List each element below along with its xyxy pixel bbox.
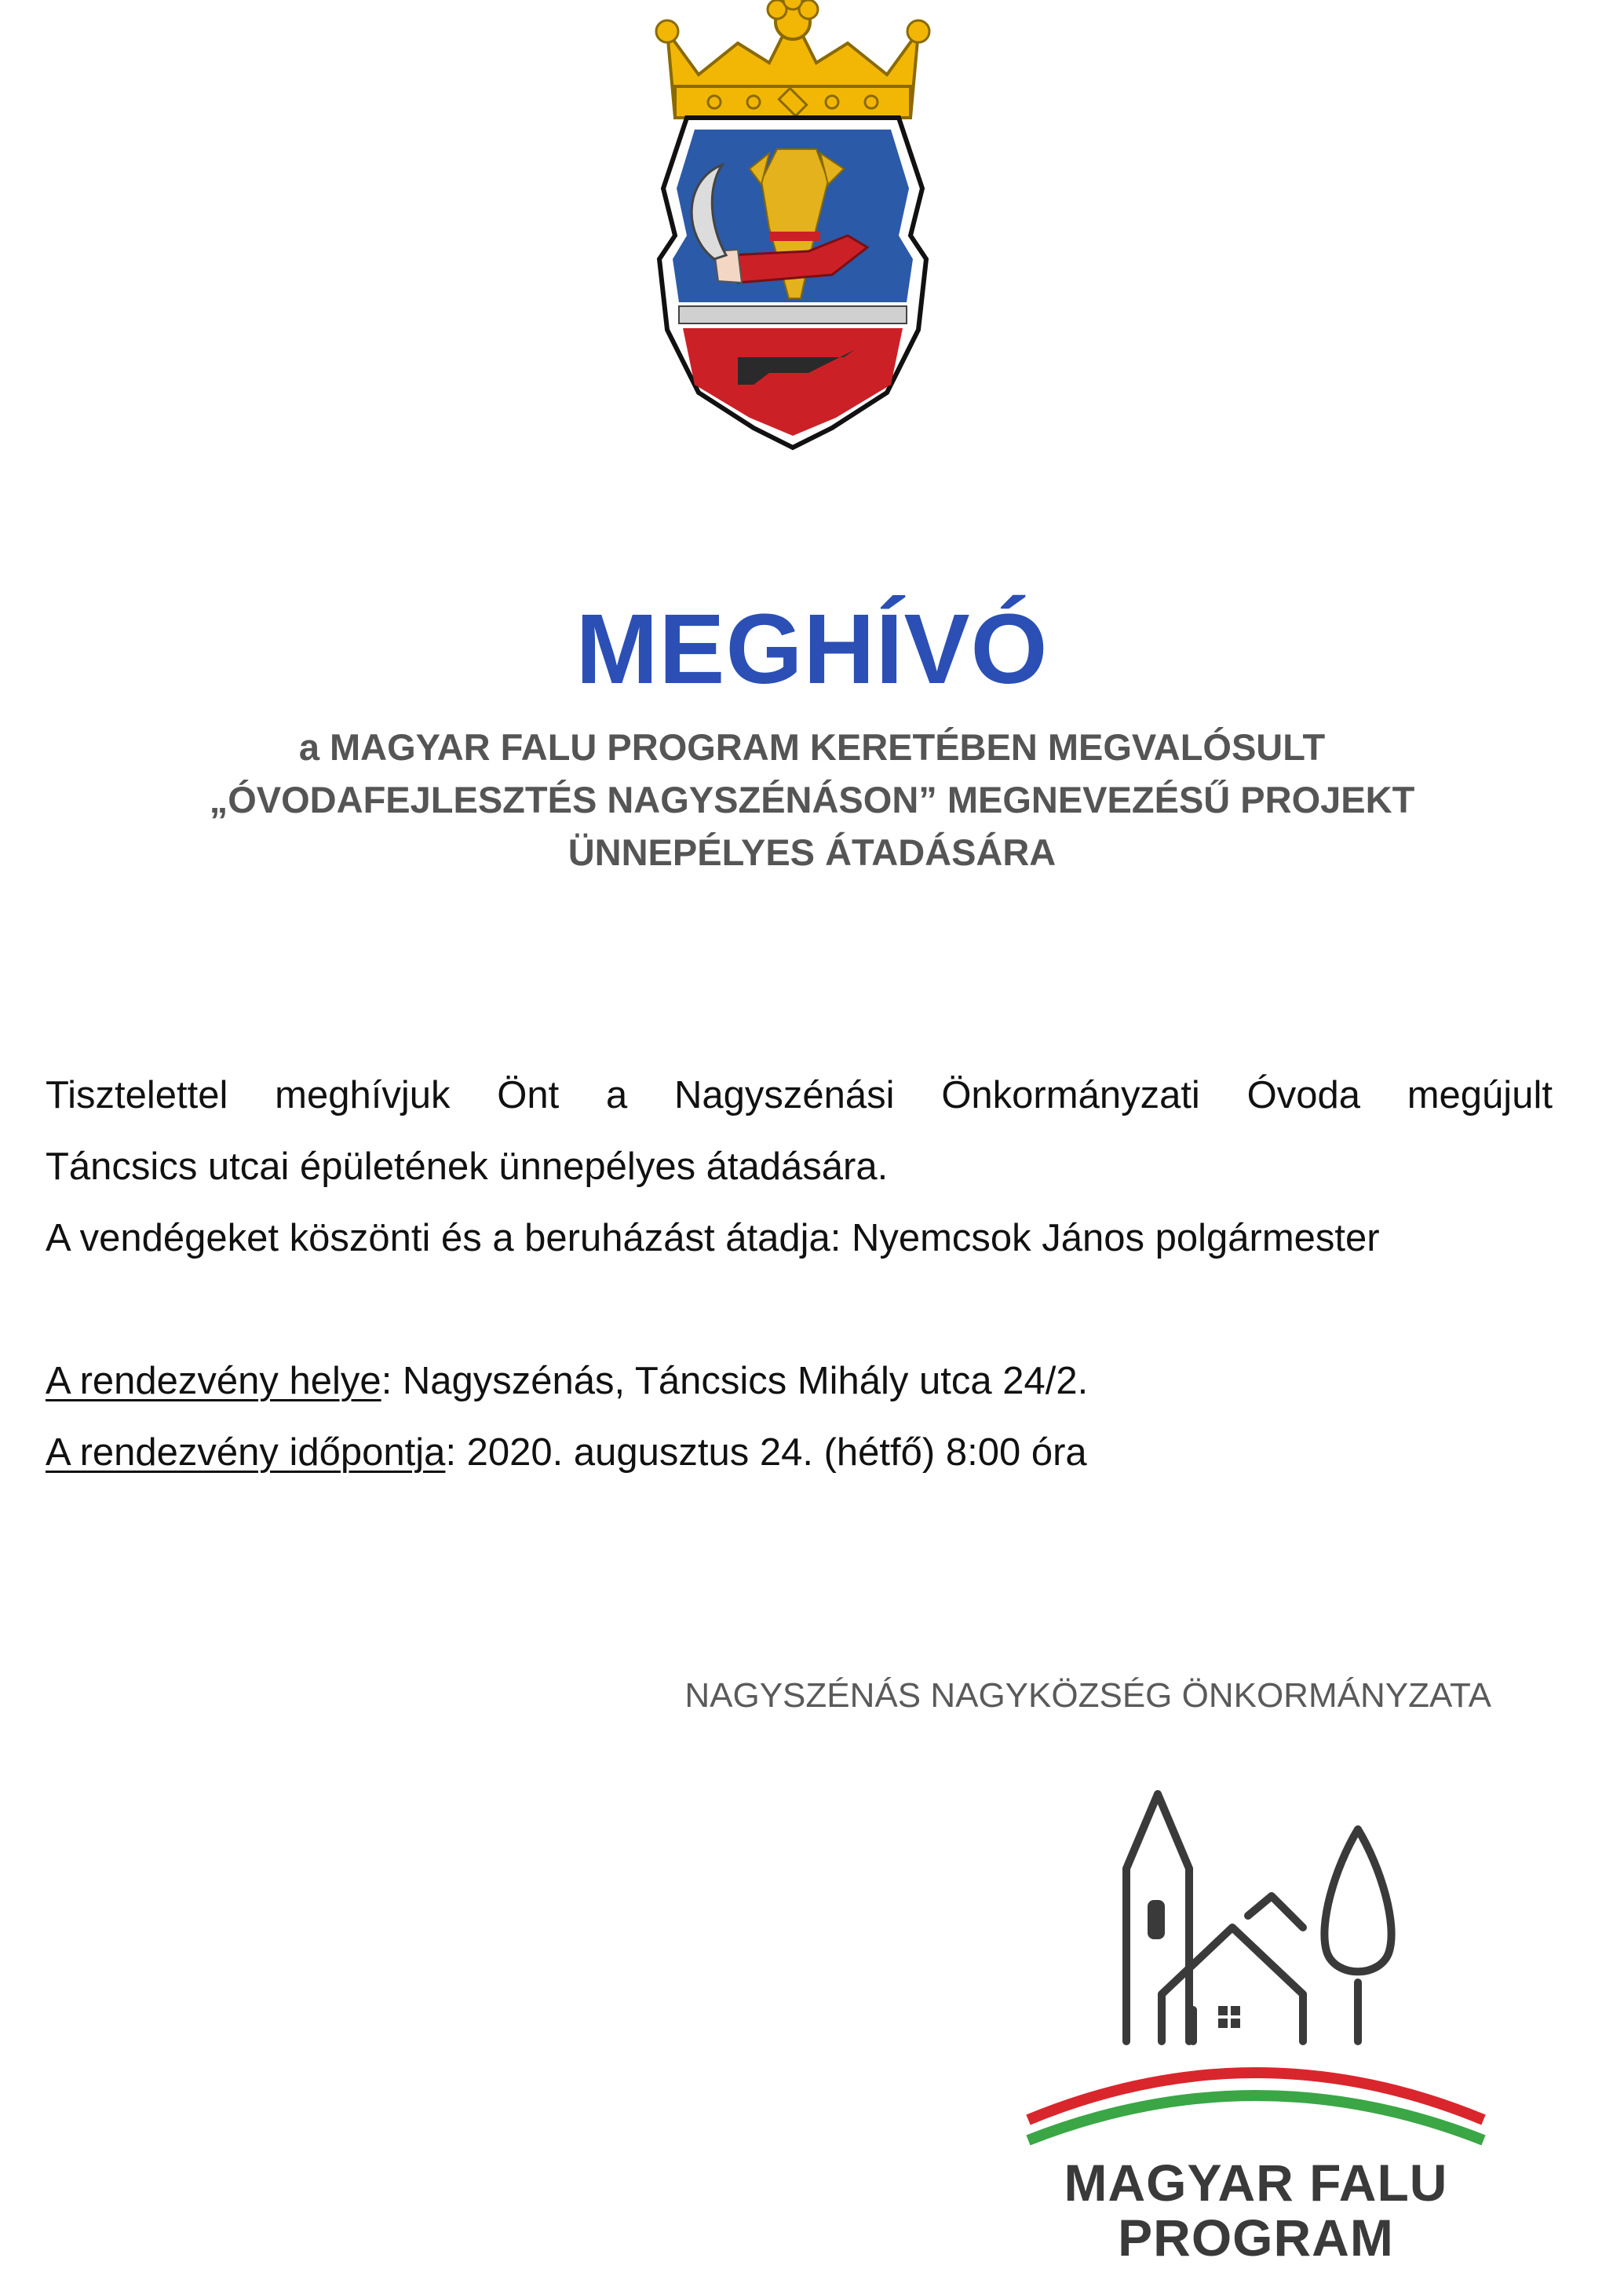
word: Óvoda xyxy=(1246,1074,1360,1116)
paragraph-line-3: A vendégeket köszönti és a beruházást átadja: Nyemcsok János polgármester xyxy=(46,1217,1380,1259)
village-church-house-tree-icon xyxy=(1013,1782,1499,2159)
time-line xyxy=(46,1417,1553,1489)
word: Önkormányzati xyxy=(941,1074,1200,1116)
subtitle-line: a MAGYAR FALU PROGRAM KERETÉBEN MEGVALÓSULT xyxy=(298,726,1326,768)
flag-arc-green xyxy=(1028,2095,1483,2140)
subtitle-line: „ÓVODAFEJLESZTÉS NAGYSZÉNÁSON” MEGNEVEZÉSŰ PROJEKT xyxy=(209,779,1415,820)
word: Nagyszénási xyxy=(674,1074,895,1116)
paragraph-line-2: Táncsics utcai épületének ünnepélyes átadására. xyxy=(46,1145,889,1188)
paragraph-line-1 xyxy=(46,1060,1553,1131)
subtitle-line: ÜNNEPÉLYES ÁTADÁSÁRA xyxy=(567,831,1057,873)
crown-icon xyxy=(656,0,929,118)
word: megújult xyxy=(1407,1074,1553,1116)
subtitle-block xyxy=(78,721,1546,879)
venue-line xyxy=(46,1346,1553,1417)
time-value: : 2020. augusztus 24. (hétfő) 8:00 óra xyxy=(445,1431,1087,1474)
page-title: MEGHÍVÓ xyxy=(575,594,1049,704)
time-label: A rendezvény időpontja xyxy=(46,1431,446,1474)
program-logo-line: MAGYAR FALU xyxy=(1064,2154,1448,2212)
spacer xyxy=(46,1274,1553,1346)
shield-icon xyxy=(659,118,926,448)
word: Tisztelettel xyxy=(46,1074,228,1116)
venue-label: A rendezvény helye xyxy=(46,1360,381,1402)
invitation-body xyxy=(46,1060,1553,1489)
organization-name: NAGYSZÉNÁS NAGYKÖZSÉG ÖNKORMÁNYZATA xyxy=(684,1676,1491,1715)
program-logo-line: PROGRAM xyxy=(1118,2209,1394,2267)
word: meghívjuk xyxy=(275,1074,451,1116)
venue-value: : Nagyszénás, Táncsics Mihály utca 24/2. xyxy=(381,1360,1089,1402)
program-logo-text xyxy=(1013,2155,1499,2265)
word: a xyxy=(605,1074,628,1116)
coat-of-arms-icon xyxy=(651,0,934,451)
word: Önt xyxy=(497,1074,560,1116)
